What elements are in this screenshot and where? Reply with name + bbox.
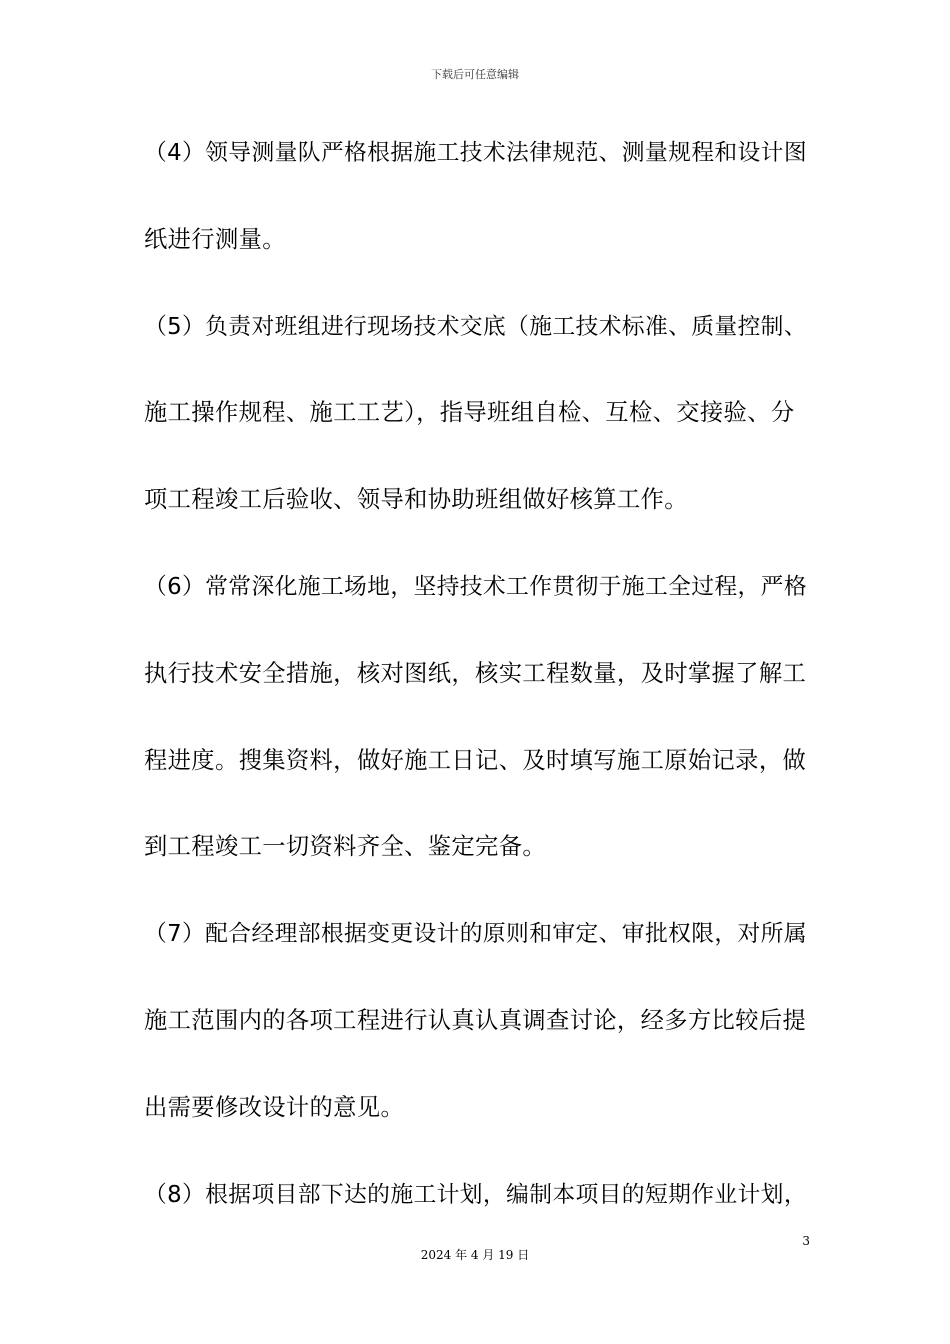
text-line: 出需要修改设计的意见。 [144, 1093, 405, 1121]
text-line: （8）根据项目部下达的施工计划，编制本项目的短期作业计划， [144, 1181, 807, 1208]
text-line: 到工程竣工一切资料齐全、鉴定完备。 [144, 833, 546, 861]
text-line: 执行技术安全措施，核对图纸，核实工程数量，及时掌握了解工 [144, 659, 807, 687]
document-body [144, 126, 810, 1254]
text-line: 纸进行测量。 [144, 225, 286, 253]
text-line: （6）常常深化施工场地，坚持技术工作贯彻于施工全过程，严格 [144, 573, 807, 600]
text-line: 程进度。搜集资料，做好施工日记、及时填写施工原始记录，做 [144, 746, 807, 774]
page-header: 下载后可任意编辑 [431, 68, 519, 81]
page-number: 3 [802, 1234, 810, 1248]
text-line: （7）配合经理部根据变更设计的原则和审定、审批权限，对所属 [144, 921, 807, 948]
footer-date: 2024 年 4 月 19 日 [420, 1248, 530, 1262]
text-line: 施工范围内的各项工程进行认真认真调查讨论，经多方比较后提 [144, 1006, 807, 1034]
text-line: 施工操作规程、施工工艺），指导班组自检、互检、交接验、分 [144, 399, 795, 427]
text-line: （5）负责对班组进行现场技术交底（施工技术标准、质量控制、 [144, 313, 807, 340]
text-line: （4）领导测量队严格根据施工技术法律规范、测量规程和设计图 [144, 140, 807, 166]
text-line: 项工程竣工后验收、领导和协助班组做好核算工作。 [144, 486, 688, 514]
